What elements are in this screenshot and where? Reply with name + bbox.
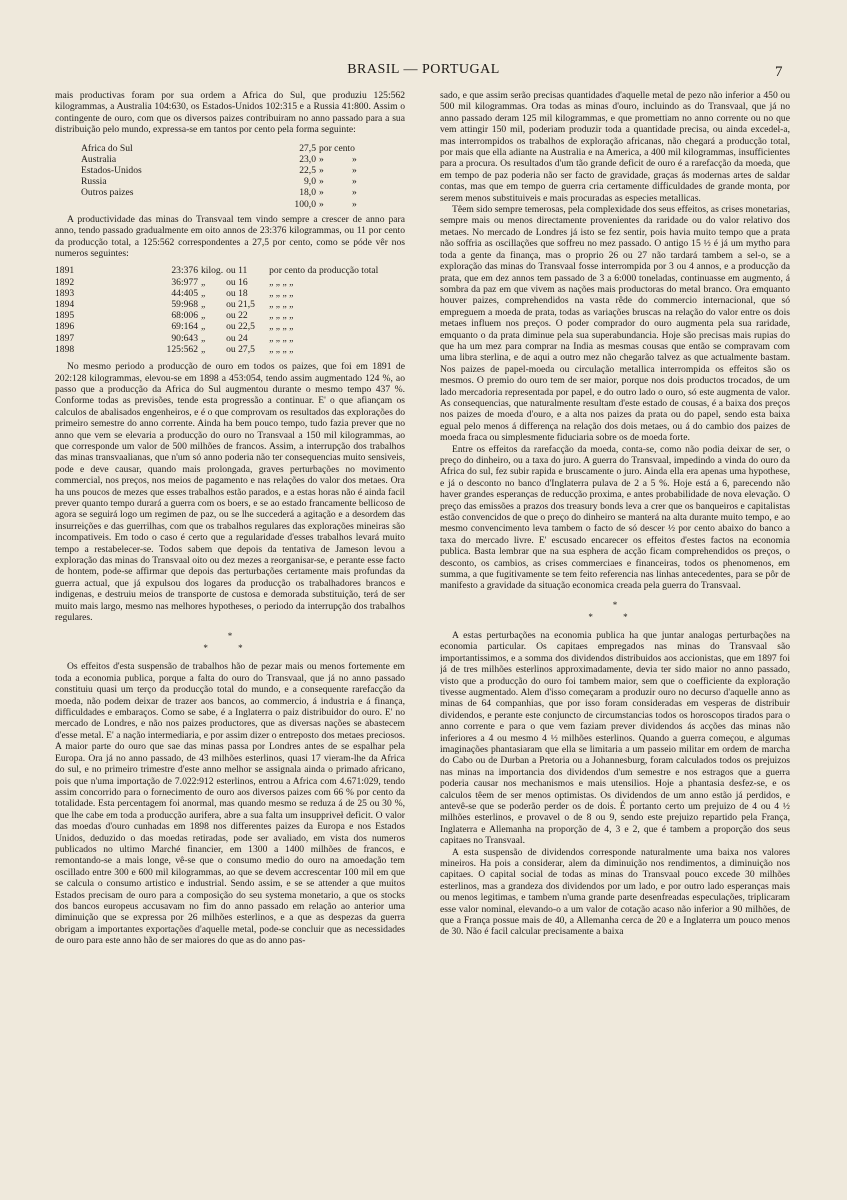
- year-cell: 1896: [55, 321, 75, 333]
- unit-cell: „: [201, 321, 206, 333]
- paragraph: Entre os effeitos da rarefacção da moeda, conta-se, como não podia deixar de ser, o preço do dinheiro, ou a taxa do juro. A guerra do Transvaal, impedindo a vinda do ouro da Africa do sul, fez subir rapida e bruscamente o juro. Ainda ella era apenas uma hypothese, e já o desconto no banco d'Inglaterra pulava de 2 a 5 %. Hoje está a 6, parecendo não haver grandes esperanças de reducção proxima, e antes probabilidade de nova elevação. O preço das emissões a prazos dos treasury bonds leva a crer que os banqueiros e capitalistas estão convencidos de que o preço do dinheiro se manterá na alta durante muito tempo, e ao mesmo convencimento leva tambem o facto de só descer ½ por cento abaixo do banco a taxa do mercado livre. E' escusado encarecer os effeitos d'estes factos na economia publica. Basta lembrar que na sua esphera de acção ficam comprehendidos os preços, o desconto, os cambios, as crises commerciaes e financeiras, todos os phenomenos, em summa, a que fugitivamente se tem feito referencia nas linhas antecedentes, para se pôr de manifesto a gravidade da situação economica creada pela guerra do Transvaal.: [440, 443, 790, 592]
- paragraph: No mesmo periodo a producção de ouro em todos os paizes, que foi em 1891 de 202:128 kilogrammas, elevou-se em 1898 a 453:054, tendo assim augmentado 124 %, ao passo que a producção da Africa do Sul augmentou durante o mesmo tempo 437 %. Conforme todas as previsões, tende esta progressão a continuar. E' o que afiançam os calculos de abalisados engenheiros, e é o que comprovam os resultados das explorações do primeiro semestre do anno corrente. Ainda ha bem pouco tempo, tudo fazia prever que no anno que vem se elevaria a producção do ouro no Transvaal a 150 mil kilogrammas, ao que corresponde um valor de 500 milhões de francos. Assim, a interrupção dos trabalhos das minas transvaalianas, que n'um só anno poderia não ter consequencias muito sensiveis, pode e deve causar, quando mais prolongada, graves perturbações no movimento commercial, nos preços, nos meios de pagamento e nas relações do valor dos metaes. Ora ha uns poucos de mezes que esses trabalhos estão parados, e a estas horas não é ainda facil prever quanto tempo durará a guerra com os boers, e se ao estado francamente bellicoso de agora se seguirá logo um regimen de paz, ou se lhe succederá a agitação e a desordem das insurreições e das guerrilhas, com que os trabalhos regulares das explorações mineiras são incompativeis. Em todo o caso é certo que a regularidade d'esses trabalhos levará muito tempo a restabelecer-se. Todos sabem que depois da tentativa de Jameson levou a exploração das minas do Transvaal oito ou dez mezes a reorganisar-se, e perante esse facto de hontem, pode-se affirmar que depois das perturbações certamente mais profundas da guerra actual, que já expulsou dos logares da producção os trabalhadores brancos e indigenas, e destruiu meios de transporte de custosa e demorada substituição, terá de ser muito mais largo, mesmo nas melhores hypotheses, o periodo da interrupção dos trabalhos regulares.: [55, 361, 405, 624]
- table-row: [55, 344, 381, 355]
- unit-cell: „: [201, 287, 206, 299]
- section-separator-top: *: [612, 599, 618, 610]
- paragraph: A estas perturbações na economia publica ha que juntar analogas perturbações na economia particular. Os capitaes empregados nas minas do Transvaal são importantissimos, e a somma dos dividendos distribuidos aos accionistas, que em 1897 foi já de tres milhões esterlinos approximadamente, devia ter sido maior no anno passado, visto que a producção do ouro foi tambem maior, sem que o coefficiente da exploração tivesse augmentado. Alem d'isso começaram a produzir ouro no decurso d'aquelle anno as minas de 64 companhias, que por isso foram consideradas em vesperas de distribuir dividendos, e perante este conjuncto de circumstancias todos os horoscopos tirados para o anno corrente e para o que vem faziam prever dividendos ás acções das minas não inferiores a 4 ou mesmo 4 ½ milhões esterlinos. Quando a guerra começou, e algumas imaginações phantasiaram que ella se limitaria a um passeio militar em ordem de marcha do Cabo ou de Durban a Pretoria ou a Johannesburg, foram calculados todos os prejuizos nas minas na importancia dos dividendos d'um semestre e nos estragos que a guerra poderia causar nos mechanismos e mais utensilios. Hoje a phantasia desfez-se, e os calculos têem de ser menos optimistas. Os dividendos de um anno estão já perdidos, e antevê-se que se poderão perder os de dois. É portanto certo um prejuizo de 4 ou 4 ½ milhões esterlinos, e provavel o de 8 ou 9, sendo este prejuizo repartido pela França, Inglaterra e Allemanha na proporção de 4, 3 e 2, que é tambem a proporção dos seus capitaes no Transvaal.: [440, 629, 790, 847]
- table-total-row: [81, 199, 360, 210]
- paragraph: A esta suspensão de dividendos corresponde naturalmente uma baixa nos valores mineiros. Ha pois a considerar, alem da diminuição nos rendimentos, a diminuição nos capitaes. O capital social de todas as minas do Transvaal pouco excede 30 milhões esterlinos, mas a grandeza dos dividendos por um lado, e por outro lado esperanças mais ou menos legitimas, e tambem n'uma grande parte desenfreadas especulações, triplicaram esse valor nominal, elevando-o a um valor de cotação acaso não inferior a 90 milhões, de que a França possue mais de 40, a Allemanha cerca de 20 e a Inglaterra um pouco menos de 30. Não é facil calcular precisamente a baixa: [440, 846, 790, 938]
- table-row: [55, 333, 381, 344]
- table-row: [81, 176, 360, 187]
- unit-cell: kilog.: [201, 265, 224, 277]
- share-value: 18,0: [299, 187, 316, 199]
- table-row: [55, 321, 381, 332]
- percent-cell: ou 22,5: [226, 321, 255, 333]
- country-label: Outros paizes: [81, 187, 134, 199]
- value-cell: 90:643: [171, 332, 198, 344]
- left-column: [55, 90, 405, 1186]
- share-value: 22,5: [299, 165, 316, 177]
- share-unit: »: [319, 176, 324, 188]
- share-unit: »: [352, 165, 357, 177]
- page-number: 7: [775, 64, 783, 80]
- paragraph: A productividade das minas do Transvaal tem vindo sempre a crescer de anno para anno, tendo passado gradualmente em oito annos de 23:376 kilogrammas, ou 11 por cento da producção total, a 125:562 correspondentes a 27,5 por cento, como se póde vêr nos numeros seguintes:: [55, 213, 405, 260]
- unit-cell: „: [201, 343, 206, 355]
- value-cell: 69:164: [171, 321, 198, 333]
- section-separator-bottom: * *: [588, 611, 642, 622]
- paragraph: sado, e que assim serão precisas quantidades d'aquelle metal de pezo não inferior a 450 ou 500 mil kilogrammas. Ora todas as minas d'ouro, incluindo as do Transvaal, que já no anno passado deram 125 mil kilogrammas, e que promettiam no anno corrente ou no que vem attingir 150 mil, poderiam produzir toda a quantidade precisa, ou ainda excedel-a, mas interrompidos os trabalhos de exploração africanas, não chegará a producção total, por mais que ella adiante na Australia e na America, a 400 mil kilogrammas, insufficientes para a procura. Os resultados d'um tão grande deficit de ouro é a rarefacção da moeda, que em tempo de paz poderia não ser facto de gravidade, graças ás modernas artes de saldar contas, mas que em tempo de guerra cria certamente difficuldades de grande monta, por serem menos substituiveis e mais procuradas as especies metallicas.: [440, 90, 790, 204]
- tail-cell: „ „ „ „: [269, 310, 294, 322]
- tail-cell: „ „ „ „: [269, 287, 294, 299]
- value-cell: 23:376: [171, 265, 198, 277]
- share-unit: por cento: [319, 142, 355, 154]
- value-cell: 59:968: [171, 299, 198, 311]
- country-label: Australia: [81, 153, 117, 165]
- total-unit: »: [319, 198, 324, 210]
- year-cell: 1895: [55, 310, 75, 322]
- gold-share-table: [81, 143, 360, 210]
- country-label: Africa do Sul: [81, 142, 133, 154]
- year-cell: 1898: [55, 343, 75, 355]
- right-column: [440, 90, 790, 1186]
- tail-cell: „ „ „ „: [269, 332, 294, 344]
- country-label: Estados-Unidos: [81, 165, 142, 177]
- section-separator-top: *: [227, 631, 233, 642]
- total-value: 100,0: [294, 198, 316, 210]
- table-row: [81, 143, 360, 154]
- paragraph: Os effeitos d'esta suspensão de trabalhos hão de pezar mais ou menos fortemente em toda a economia publica, porque a falta do ouro do Transvaal, que já no anno passado constituiu quasi um terço da producção total do mundo, e a consequente rarefacção da moeda, não podem deixar de trazer aos bancos, ao commercio, á industria e á finança, difficuldades e embaraços. Como se sabe, é a Inglaterra o paiz distribuidor do ouro. E' no mercado de Londres, e não nos paizes productores, que as diversas nações se abastecem d'esse metal. E' a nação intermediaria, e por assim dizer o entreposto dos metaes preciosos. A maior parte do ouro que sae das minas passa por Londres antes de se espalhar pela Europa. Ora já no anno passado, de 43 milhões esterlinos, quasi 17 vieram-lhe da Africa do sul, e no primeiro trimestre d'este anno melhor se assignala ainda o primado africano, pois que n'uma importação de 7.022:912 esterlinos, entrou a Africa com 4.671:029, tendo assim concorrido para o fornecimento de ouro aos diversos paizes com 66 % por cento da totalidade. Esta percentagem foi anormal, mas quando mesmo se reduza á de 25 ou 30 %, que lhe cabe em toda a producção aurifera, abre a sua falta um insuppriveł deficit. O valor das moedas d'ouro cunhadas em 1898 nos differentes paizes da Europa e nos Estados Unidos, deduzido o das moedas retiradas, pode ser avaliado, em vista dos numeros publicados no ultimo Marché financier, em 1300 a 1400 milhões de francos, e remontando-se a mais longe, vê-se que o consumo medio do ouro na amoedação tem oscillado entre 300 e 600 mil kilogrammas, ao que se devem accrescentar 100 mil em que se calcula o consumo artistico e industrial. Sendo assim, e se se attender a que muitos Estados precisam de ouro para a composição do seu systema monetario, a que os stocks dos bancos europeus accusavam no fim do anno passado em relação ao anterior uma diminuição que se expressa por 26 milhões esterlinos, e a que as despezas da guerra obrigam a importantes exportações d'aquelle metal, pode-se concluir que as necessidades de ouro para este anno hão de ser maiores do que as do anno pas-: [55, 661, 405, 947]
- tail-cell: „ „ „ „: [269, 276, 294, 288]
- percent-cell: ou 27,5: [226, 343, 255, 355]
- paragraph: Têem sido sempre temerosas, pela complexidade dos seus effeitos, as crises monetarias, sempre mais ou menos directamente provenientes da raridade ou do valor relativo dos metaes. No mercado de Londres já isto se fez sentir, pois havia muito tempo que a prata não soffria as oscillações que soffreu no mez passado. O antigo 15 ½ é já um mytho para toda a gente da finança, mas o proprio 26 ou 27 não tardará tambem a sel-o, se a exploração das minas do Transvaal fosse interrompida por 3 ou 4 annos, e a producção da prata, que em dez annos tem passado de 3 a 6:000 toneladas, continuasse em augmento, á sombra da paz em que vivem as nações mais productoras do metal branco. Ora emquanto houver paizes, comprehendidos na vasta rêde do commercio internacional, que só empreguem a moeda de prata, todas as variações bruscas na relação do valor entre os dois metaes influem nos preços. O poder comprador do ouro augmenta pela sua raridade, emquanto o da prata diminue pela sua superabundancia. Hoje são precisas mais rupias do que ha um mez para comprar na India as mesmas cousas que então se compravam com uma libra sterlina, e de aqui a outro mez não chegarão talvez as que actualmente bastam. Nos paizes de papel-moeda ou circulação metallica interrompida os effeitos são os mesmos. O premio do ouro tem de ser maior, porque nos dois productos trocados, de um lado mercadoria representada por papel, e do outro lado o ouro, só este augmenta de valor. As consequencias, que naturalmente resultam d'este estado de cousas, é a baixa dos preços nos paizes de moeda d'ouro, e a alta nos paizes da prata ou do papel, sendo esta baixa egual pelo menos á differença na relação dos dois metaes, ou á do cambio dos paizes de moeda fraca ou simplesmente fiduciaria sobre os de moeda forte.: [440, 204, 790, 444]
- unit-cell: „: [201, 299, 206, 311]
- year-cell: 1891: [55, 265, 75, 277]
- total-unit: »: [352, 198, 357, 210]
- year-cell: 1897: [55, 332, 75, 344]
- percent-cell: ou 16: [226, 276, 248, 288]
- section-separator-bottom: * *: [203, 643, 257, 654]
- tail-cell: por cento da producção total: [269, 265, 379, 277]
- table-row: [55, 277, 381, 288]
- value-cell: 44:405: [171, 287, 198, 299]
- tail-cell: „ „ „ „: [269, 343, 294, 355]
- table-row: [81, 165, 360, 176]
- tail-cell: „ „ „ „: [269, 321, 294, 333]
- share-unit: »: [319, 165, 324, 177]
- table-row: [55, 310, 381, 321]
- share-value: 23,0: [299, 153, 316, 165]
- header-title: BRASIL — PORTUGAL: [347, 62, 500, 77]
- table-row: [81, 154, 360, 165]
- value-cell: 36:977: [171, 276, 198, 288]
- tail-cell: „ „ „ „: [269, 299, 294, 311]
- percent-cell: ou 11: [226, 265, 248, 277]
- value-cell: 68:006: [171, 310, 198, 322]
- share-unit: »: [319, 153, 324, 165]
- share-value: 9,0: [304, 176, 316, 188]
- table-row: [55, 299, 381, 310]
- share-unit: »: [352, 153, 357, 165]
- year-cell: 1892: [55, 276, 75, 288]
- percent-cell: ou 18: [226, 287, 248, 299]
- table-row: [55, 265, 381, 276]
- percent-cell: ou 22: [226, 310, 248, 322]
- share-unit: »: [319, 187, 324, 199]
- table-row: [81, 187, 360, 198]
- value-cell: 125:562: [166, 343, 198, 355]
- running-header: [0, 62, 847, 82]
- share-unit: »: [352, 187, 357, 199]
- unit-cell: „: [201, 310, 206, 322]
- country-label: Russia: [81, 176, 107, 188]
- year-cell: 1893: [55, 287, 75, 299]
- percent-cell: ou 21,5: [226, 299, 255, 311]
- unit-cell: „: [201, 332, 206, 344]
- share-value: 27,5: [299, 142, 316, 154]
- paragraph: mais productivas foram por sua ordem a Africa do Sul, que produziu 125:562 kilogrammas, a Australia 104:630, os Estados-Unidos 102:315 e a Russia 41:800. Assim o contingente de ouro, com que os diversos paizes contribuiram no anno passado para a sua distribuição pelo mundo, expressa-se em tantos por cento pela forma seguinte:: [55, 90, 405, 136]
- transvaal-production-table: [55, 265, 381, 355]
- year-cell: 1894: [55, 299, 75, 311]
- table-row: [55, 288, 381, 299]
- unit-cell: „: [201, 276, 206, 288]
- share-unit: »: [352, 176, 357, 188]
- percent-cell: ou 24: [226, 332, 248, 344]
